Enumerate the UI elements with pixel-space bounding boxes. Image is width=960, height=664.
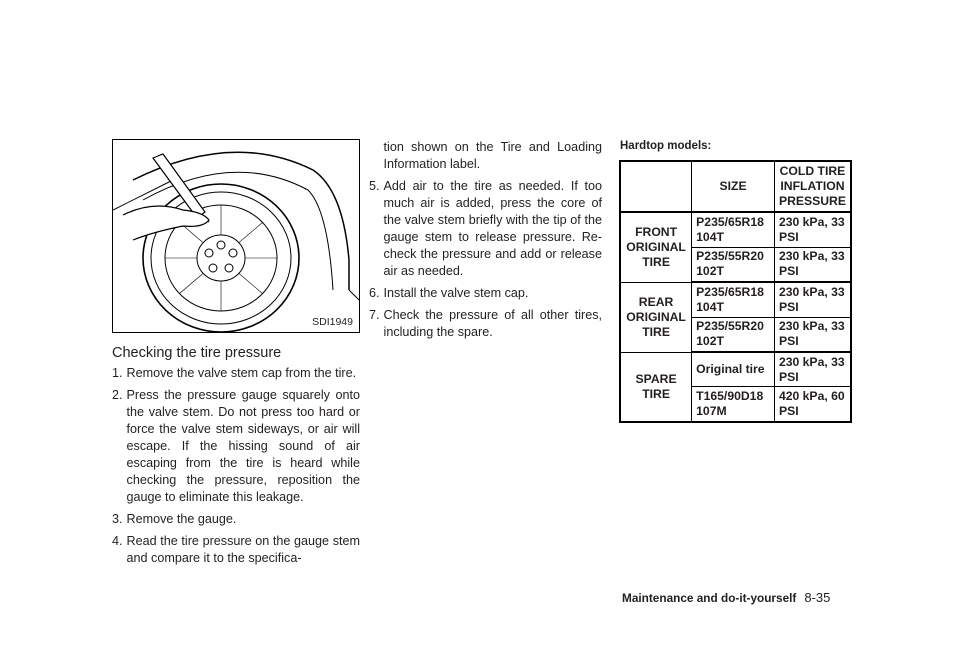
table-row	[620, 352, 851, 387]
page-number: 8-35	[804, 590, 831, 605]
table-caption: Hardtop models:	[620, 140, 712, 152]
step-text: Install the valve stem cap.	[383, 286, 529, 300]
position-front: FRONT ORIGINAL TIRE	[620, 212, 692, 282]
step-text: Remove the valve stem cap from the tire.	[126, 366, 357, 380]
pressure-cell: 230 kPa, 33 PSI	[774, 212, 851, 247]
step-number: 3.	[112, 512, 123, 526]
size-cell: P235/65R18 104T	[692, 282, 775, 317]
step-number: 5.	[369, 179, 380, 193]
header-blank	[620, 161, 692, 212]
step-text: Check the pressure of all other tires, including the spare.	[383, 308, 602, 339]
continuation-text: tion shown on the Tire and Loading Information label.	[383, 140, 602, 171]
size-cell: T165/90D18 107M	[692, 387, 775, 422]
pressure-cell: 230 kPa, 33 PSI	[774, 282, 851, 317]
tire-pressure-table	[619, 160, 852, 423]
step-number: 7.	[369, 308, 380, 322]
header-cold-pressure: COLD TIRE INFLATION PRESSURE	[774, 161, 851, 212]
size-cell: P235/65R18 104T	[692, 212, 775, 247]
step-number: 1.	[112, 366, 123, 380]
step-4	[112, 533, 360, 567]
step-text: Press the pressure gauge squarely onto the valve stem. Do not press too hard or force the valve stem sideways, or air will escape. If the hissing sound of air escaping from the tire is heard while checking the pressure, reposition the gauge to eliminate this leakage.	[126, 388, 360, 504]
step-number: 6.	[369, 286, 380, 300]
pressure-cell: 230 kPa, 33 PSI	[774, 352, 851, 387]
size-cell: P235/55R20 102T	[692, 247, 775, 282]
step-4-continuation	[369, 139, 602, 173]
pressure-cell: 230 kPa, 33 PSI	[774, 247, 851, 282]
step-number: 4.	[112, 534, 123, 548]
pressure-cell: 420 kPa, 60 PSI	[774, 387, 851, 422]
step-5	[369, 178, 602, 280]
size-cell: Original tire	[692, 352, 775, 387]
table-row	[620, 212, 851, 247]
pressure-cell: 230 kPa, 33 PSI	[774, 317, 851, 352]
tire-gauge-drawing	[113, 140, 359, 332]
steps-column-1	[112, 365, 360, 572]
header-size: SIZE	[692, 161, 775, 212]
page-footer	[622, 590, 830, 605]
tire-pressure-illustration	[112, 139, 360, 333]
step-6	[369, 285, 602, 302]
position-rear: REAR ORIGINAL TIRE	[620, 282, 692, 352]
step-2	[112, 387, 360, 506]
step-number: 2.	[112, 388, 123, 402]
section-heading: Checking the tire pressure	[112, 345, 282, 361]
step-3	[112, 511, 360, 528]
step-text: Add air to the tire as needed. If too much air is added, press the core of the valve stem briefly with the tip of the gauge stem to release pressure. Re-check the pressure and add or release air as needed.	[383, 179, 602, 278]
figure-code: SDI1949	[312, 316, 353, 328]
step-text: Read the tire pressure on the gauge stem and compare it to the specifica-	[126, 534, 360, 565]
steps-column-2	[369, 139, 602, 346]
table-header-row	[620, 161, 851, 212]
step-7	[369, 307, 602, 341]
table-row	[620, 282, 851, 317]
step-text: Remove the gauge.	[126, 512, 237, 526]
step-1	[112, 365, 360, 382]
footer-section-title: Maintenance and do-it-yourself	[622, 591, 797, 605]
position-spare: SPARE TIRE	[620, 352, 692, 422]
size-cell: P235/55R20 102T	[692, 317, 775, 352]
